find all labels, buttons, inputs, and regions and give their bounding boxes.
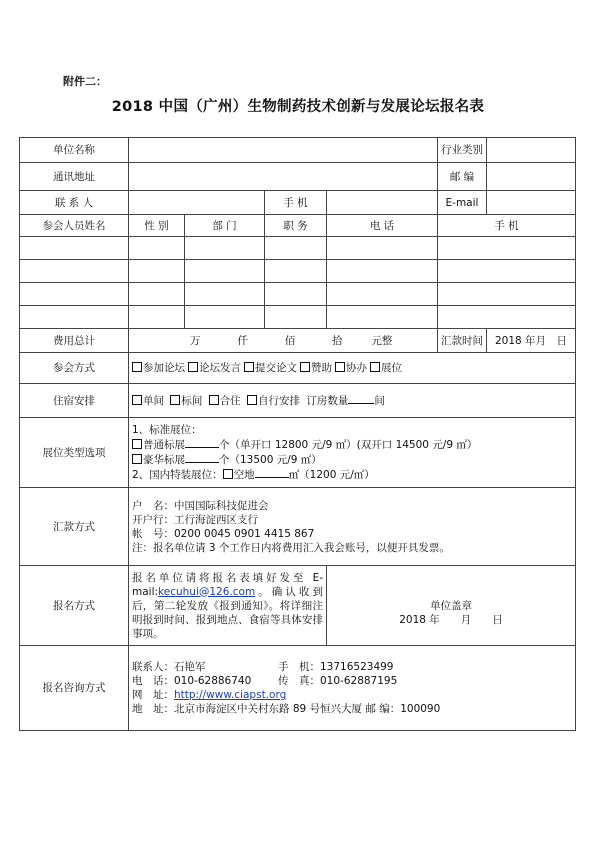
booth-domestic-line: 2、国内特装展位： 空地 ㎡（1200 元/㎡） xyxy=(132,469,375,481)
checkbox-icon[interactable] xyxy=(132,395,142,405)
option-self-arrange[interactable]: 自行安排 xyxy=(247,395,300,407)
attendee-header-gender: 性 别 xyxy=(129,215,185,237)
fee-unit-wan: 万 xyxy=(190,334,201,347)
signup-method-label: 报名方式 xyxy=(20,566,129,646)
lodging-options xyxy=(129,384,576,418)
industry-label: 行业类别 xyxy=(438,138,487,163)
attendee-position-field[interactable] xyxy=(265,283,327,306)
booth-domestic-area-field[interactable] xyxy=(255,467,289,478)
signup-email-link[interactable]: kecuhui@126.com xyxy=(158,585,256,598)
attendee-department-field[interactable] xyxy=(185,237,265,260)
option-co-organize[interactable]: 协办 xyxy=(335,362,367,374)
participation-options xyxy=(129,353,576,384)
booth-luxury-count-field[interactable] xyxy=(185,452,219,463)
attendee-mobile-field[interactable] xyxy=(438,306,576,329)
checkbox-icon[interactable] xyxy=(132,439,142,449)
remit-account-name: 户 名：中国国际科技促进会 xyxy=(132,499,269,512)
postcode-label: 邮 编 xyxy=(438,163,487,191)
lodging-label: 住宿安排 xyxy=(20,384,129,418)
postcode-field[interactable] xyxy=(487,163,576,191)
checkbox-icon[interactable] xyxy=(170,395,180,405)
checkbox-icon[interactable] xyxy=(335,362,345,372)
consult-phone: 电 话：010-62886740 xyxy=(132,675,252,687)
signup-instructions: 报名单位请将报名表填好发至 E-mail:kecuhui@126.com。确认收到后，第二轮发放《报到通知》。将详细注明报到时间、报到地点、食宿等具体安排事项。 xyxy=(129,566,327,646)
option-sponsor[interactable]: 赞助 xyxy=(300,362,332,374)
attendee-mobile-field[interactable] xyxy=(438,283,576,306)
participation-label: 参会方式 xyxy=(20,353,129,384)
attendee-position-field[interactable] xyxy=(265,237,327,260)
remit-time-field[interactable]: 2018 年月 日 xyxy=(487,329,576,353)
consult-website-link[interactable]: http://www.ciapst.org xyxy=(174,689,287,701)
consult-contact: 联系人：石艳军 xyxy=(132,661,206,673)
booth-normal-count-field[interactable] xyxy=(185,437,219,448)
attendee-row xyxy=(20,237,576,260)
seal-area xyxy=(327,566,576,646)
option-paper[interactable]: 提交论文 xyxy=(244,362,297,374)
booth-type-label: 展位类型选项 xyxy=(20,418,129,488)
attendee-gender-field[interactable] xyxy=(129,260,185,283)
checkbox-icon[interactable] xyxy=(300,362,310,372)
attendee-department-field[interactable] xyxy=(185,283,265,306)
consult-details xyxy=(129,646,576,731)
attendee-row xyxy=(20,306,576,329)
attendee-gender-field[interactable] xyxy=(129,237,185,260)
checkbox-icon[interactable] xyxy=(370,362,380,372)
checkbox-icon[interactable] xyxy=(247,395,257,405)
remit-account-number: 帐 号：0200 0045 0901 4415 867 xyxy=(132,527,315,540)
checkbox-icon[interactable] xyxy=(223,469,233,479)
option-single-room[interactable]: 单间 xyxy=(132,395,164,407)
consult-address: 地 址：北京市海淀区中关村东路 89 号恒兴大厦 邮 编：100090 xyxy=(132,703,441,715)
mobile-field[interactable] xyxy=(327,191,438,215)
remit-method-label: 汇款方式 xyxy=(20,488,129,566)
attendee-position-field[interactable] xyxy=(265,260,327,283)
option-booth[interactable]: 展位 xyxy=(370,362,402,374)
room-count-label: 订房数量 xyxy=(306,395,349,407)
attendee-row xyxy=(20,260,576,283)
booth-standard-heading: 1、标准展位： xyxy=(132,424,202,436)
attendee-mobile-field[interactable] xyxy=(438,260,576,283)
attendee-phone-field[interactable] xyxy=(327,306,438,329)
attendee-header-phone: 电 话 xyxy=(327,215,438,237)
email-field[interactable] xyxy=(487,191,576,215)
option-speech[interactable]: 论坛发言 xyxy=(188,362,241,374)
attendee-position-field[interactable] xyxy=(265,306,327,329)
attendee-department-field[interactable] xyxy=(185,306,265,329)
fee-unit-qian: 仟 xyxy=(237,334,248,347)
annex-label: 附件二： xyxy=(63,75,107,88)
fee-unit-bai: 佰 xyxy=(284,334,296,347)
consult-mobile: 手 机：13716523499 xyxy=(278,661,394,673)
checkbox-icon[interactable] xyxy=(132,454,142,464)
attendee-header-mobile: 手 机 xyxy=(438,215,576,237)
remit-note: 注：报名单位请 3 个工作日内将费用汇入我会账号，以便开具发票。 xyxy=(132,541,450,554)
consult-web-label: 网 址： xyxy=(132,689,174,701)
attendee-gender-field[interactable] xyxy=(129,283,185,306)
fee-total-label: 费用总计 xyxy=(20,329,129,353)
booth-type-options xyxy=(129,418,576,488)
attendee-department-field[interactable] xyxy=(185,260,265,283)
fee-unit-shi: 拾 xyxy=(332,334,343,347)
unit-name-field[interactable] xyxy=(129,138,438,163)
attendee-name-field[interactable] xyxy=(20,283,129,306)
attendee-phone-field[interactable] xyxy=(327,260,438,283)
checkbox-icon[interactable] xyxy=(188,362,198,372)
consult-method-label: 报名咨询方式 xyxy=(20,646,129,731)
seal-label: 单位盖章 xyxy=(430,599,472,612)
fee-total-field[interactable] xyxy=(129,329,438,353)
seal-date: 2018 年 月 日 xyxy=(399,613,503,626)
attendee-name-field[interactable] xyxy=(20,260,129,283)
remit-bank: 开户行：工行海淀西区支行 xyxy=(132,513,258,526)
email-label: E-mail xyxy=(438,191,487,215)
attendee-mobile-field[interactable] xyxy=(438,237,576,260)
attendee-name-field[interactable] xyxy=(20,237,129,260)
address-label: 通讯地址 xyxy=(20,163,129,191)
contact-label: 联 系 人 xyxy=(20,191,129,215)
room-count-field[interactable] xyxy=(348,393,374,404)
attendee-row xyxy=(20,283,576,306)
fee-unit-yuan: 元整 xyxy=(371,334,393,347)
attendee-phone-field[interactable] xyxy=(327,237,438,260)
registration-form-table xyxy=(19,137,576,731)
attendee-header-name: 参会人员姓名 xyxy=(20,215,129,237)
checkbox-icon[interactable] xyxy=(209,395,219,405)
option-forum[interactable]: 参加论坛 xyxy=(132,362,185,374)
unit-name-label: 单位名称 xyxy=(20,138,129,163)
attendee-phone-field[interactable] xyxy=(327,283,438,306)
remit-time-label: 汇款时间 xyxy=(438,329,487,353)
attendee-header-row xyxy=(20,215,576,237)
option-shared-room[interactable]: 合住 xyxy=(209,395,241,407)
checkbox-icon[interactable] xyxy=(244,362,254,372)
attendee-gender-field[interactable] xyxy=(129,306,185,329)
booth-normal-line: 普通标展 个（单开口 12800 元/9 ㎡）(双开口 14500 元/9 ㎡） xyxy=(132,437,572,452)
room-count-unit: 间 xyxy=(374,395,385,407)
attendee-header-department: 部 门 xyxy=(185,215,265,237)
address-field[interactable] xyxy=(129,163,438,191)
consult-fax: 传 真：010-62887195 xyxy=(278,675,398,687)
attendee-name-field[interactable] xyxy=(20,306,129,329)
booth-luxury-line: 豪华标展 个（13500 元/9 ㎡） xyxy=(132,452,572,467)
attendee-header-position: 职 务 xyxy=(265,215,327,237)
page-title: 2018 中国（广州）生物制药技术创新与发展论坛报名表 xyxy=(111,99,485,115)
option-standard-room[interactable]: 标间 xyxy=(170,395,202,407)
remit-details xyxy=(129,488,576,566)
checkbox-icon[interactable] xyxy=(132,362,142,372)
mobile-label: 手 机 xyxy=(265,191,327,215)
contact-field[interactable] xyxy=(129,191,265,215)
industry-field[interactable] xyxy=(487,138,576,163)
